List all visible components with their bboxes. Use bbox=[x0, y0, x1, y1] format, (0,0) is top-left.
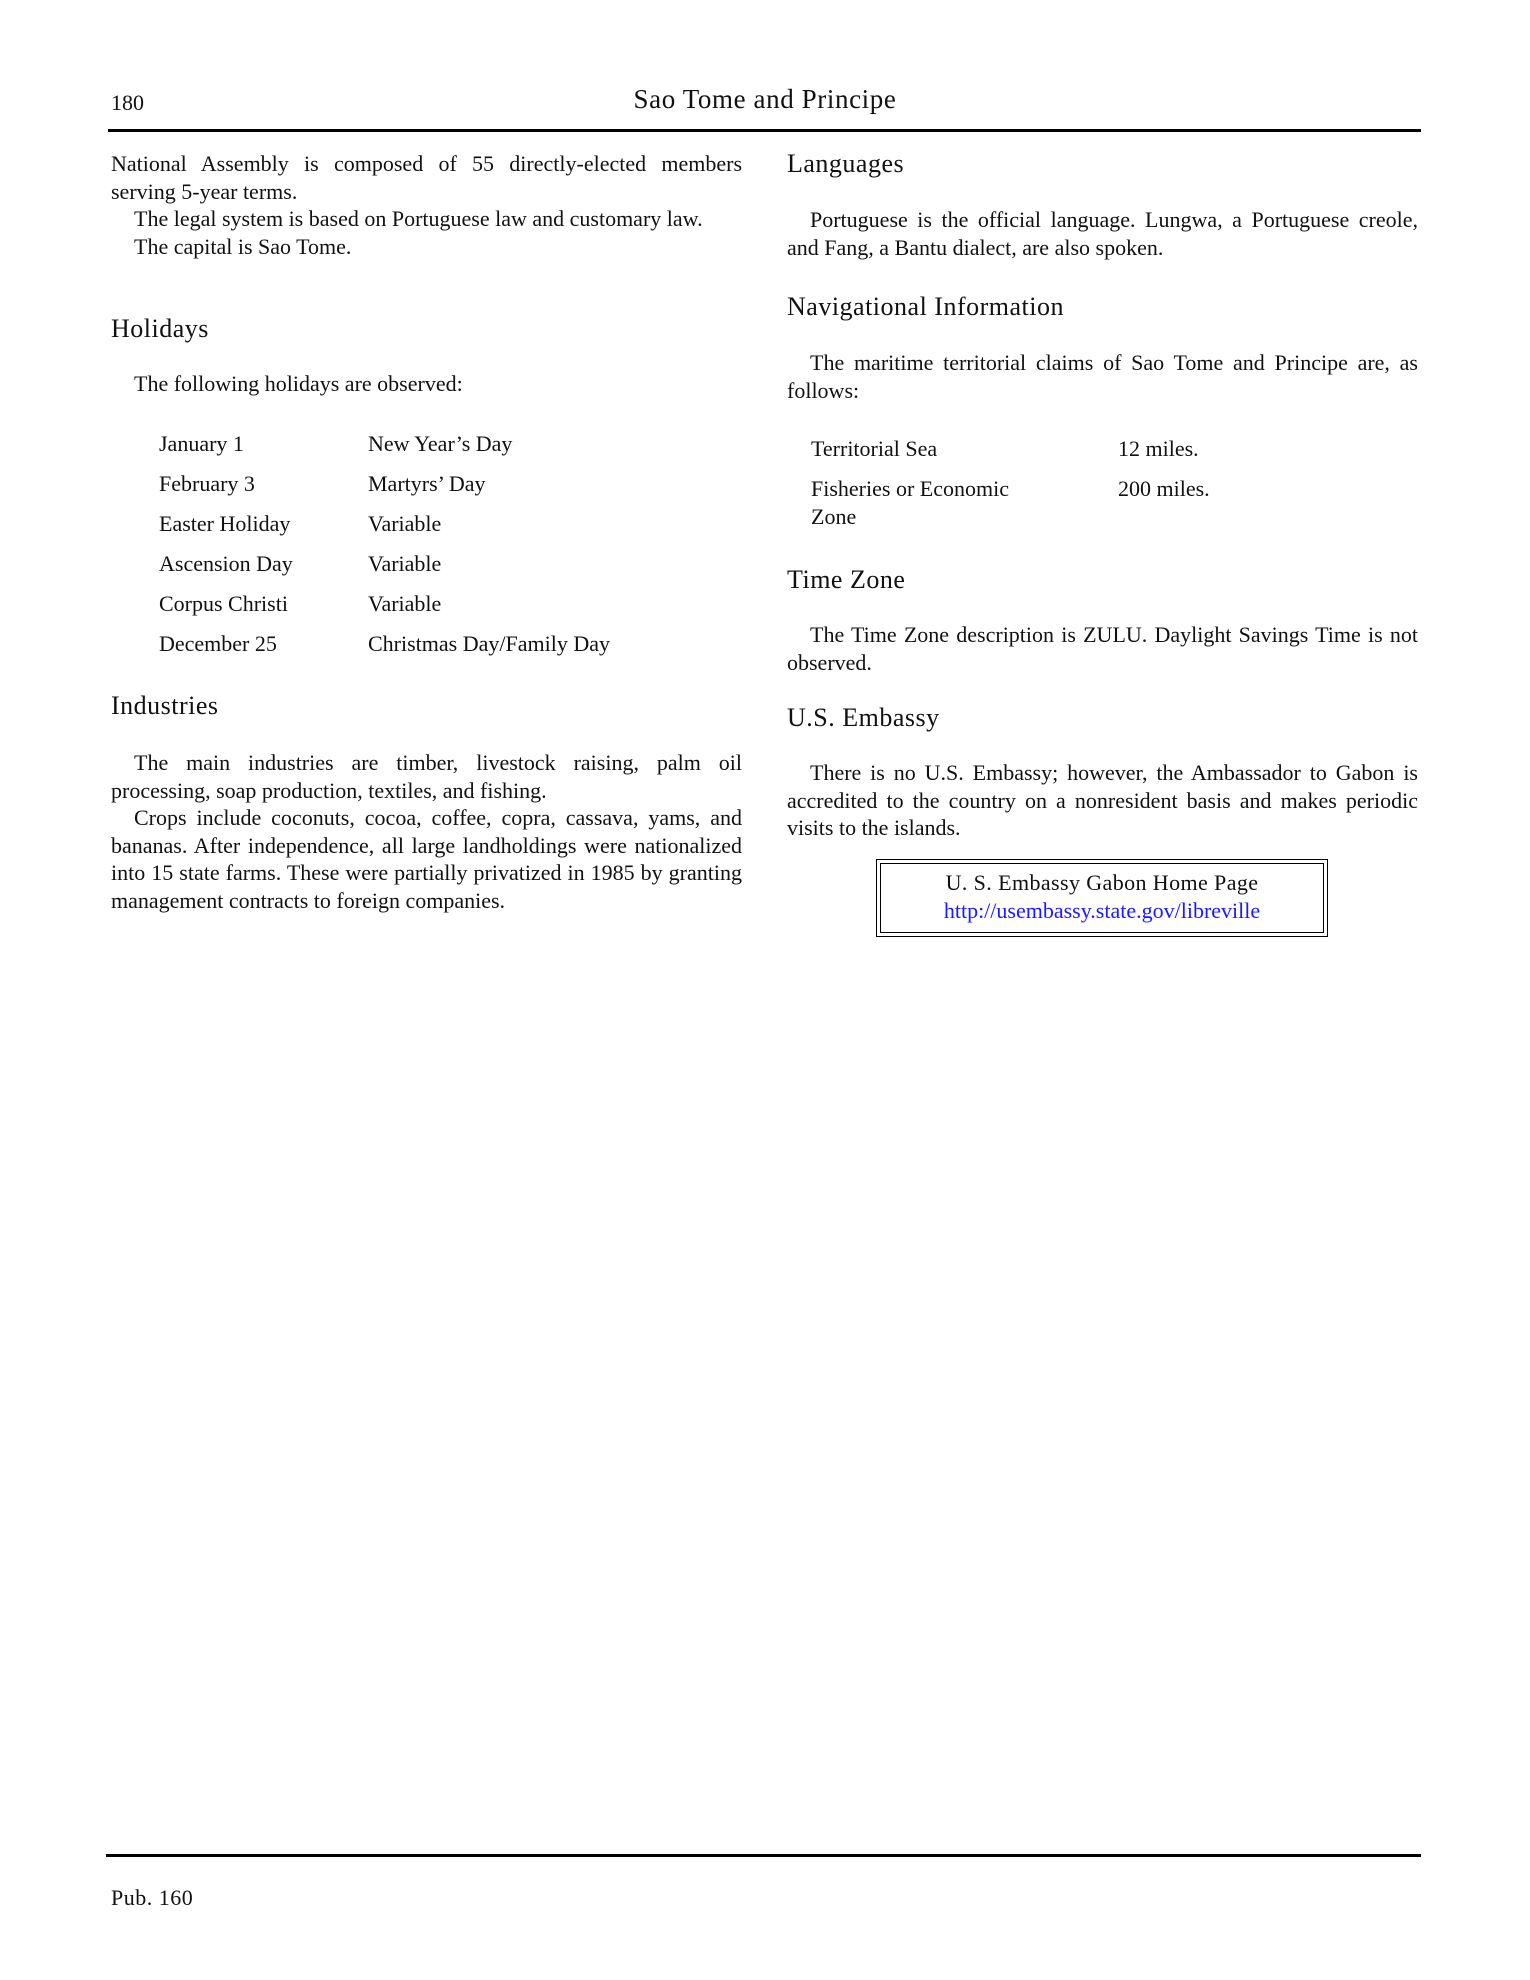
embassy-text: There is no U.S. Embassy; however, the Ambassador to Gabon is accredited to the country on a nonresident basis and makes periodic visits to the islands. bbox=[787, 760, 1418, 841]
holiday-row bbox=[159, 470, 486, 498]
holiday-date: January 1 bbox=[159, 431, 244, 456]
claim-label: Fisheries or Economic Zone bbox=[811, 476, 1009, 529]
link-box bbox=[876, 859, 1328, 937]
holiday-name: New Year’s Day bbox=[368, 431, 513, 456]
link-box-inner bbox=[880, 863, 1324, 933]
holiday-name: Variable bbox=[368, 591, 442, 616]
timezone-heading: Time Zone bbox=[787, 565, 906, 594]
claim-row bbox=[811, 435, 1199, 463]
holiday-row bbox=[159, 550, 441, 578]
holidays-heading: Holidays bbox=[111, 314, 209, 343]
holiday-row bbox=[159, 430, 512, 458]
holiday-date: Ascension Day bbox=[159, 551, 293, 576]
header-rule bbox=[108, 129, 1421, 132]
holiday-date: Corpus Christi bbox=[159, 591, 288, 616]
timezone-text: The Time Zone description is ZULU. Daylight Savings Time is not observed. bbox=[787, 622, 1418, 675]
languages-text: Portuguese is the official language. Lungwa, a Portuguese creole, and Fang, a Bantu dialect, are also spoken. bbox=[787, 207, 1418, 260]
nav-intro: The maritime territorial claims of Sao Tome and Principe are, as follows: bbox=[787, 350, 1418, 403]
holiday-name: Variable bbox=[368, 511, 442, 536]
paragraph: National Assembly is composed of 55 directly-elected members serving 5-year terms. bbox=[111, 151, 742, 204]
industries-heading: Industries bbox=[111, 691, 219, 720]
footer-rule bbox=[106, 1854, 1421, 1857]
languages-heading: Languages bbox=[787, 149, 905, 178]
holiday-date: February 3 bbox=[159, 471, 255, 496]
holiday-date: December 25 bbox=[159, 631, 277, 656]
publication-number: Pub. 160 bbox=[111, 1885, 194, 1910]
nav-heading: Navigational Information bbox=[787, 292, 1064, 321]
paragraph: The capital is Sao Tome. bbox=[134, 233, 352, 259]
claim-value: 200 miles. bbox=[1118, 476, 1210, 501]
industries-text bbox=[111, 749, 742, 915]
holiday-row bbox=[159, 630, 610, 658]
embassy-link[interactable]: http://usembassy.state.gov/libreville bbox=[943, 897, 1261, 923]
holiday-name: Christmas Day/Family Day bbox=[368, 631, 610, 656]
claim-row bbox=[811, 475, 1210, 530]
holiday-name: Variable bbox=[368, 551, 442, 576]
running-title: Sao Tome and Principe bbox=[633, 84, 897, 114]
holiday-row bbox=[159, 590, 441, 618]
holiday-row bbox=[159, 510, 441, 538]
holidays-intro: The following holidays are observed: bbox=[134, 371, 463, 396]
page-number: 180 bbox=[111, 90, 144, 115]
embassy-heading: U.S. Embassy bbox=[787, 703, 940, 732]
paragraph: The legal system is based on Portuguese law and customary law. bbox=[134, 206, 703, 232]
holiday-date: Easter Holiday bbox=[159, 511, 291, 536]
holiday-name: Martyrs’ Day bbox=[368, 471, 486, 496]
claim-value: 12 miles. bbox=[1118, 436, 1199, 461]
claim-label: Territorial Sea bbox=[811, 436, 938, 461]
paragraph: The main industries are timber, livestock raising, palm oil processing, soap production, textiles, and fishing. bbox=[111, 750, 742, 803]
link-title: U. S. Embassy Gabon Home Page bbox=[945, 870, 1259, 895]
intro-text bbox=[111, 150, 742, 260]
paragraph: Crops include coconuts, cocoa, coffee, copra, cassava, yams, and bananas. After independence, all large landholdings were nationalized into 15 state farms. These were partially privatized in 1985 by granting management contracts to foreign companies. bbox=[111, 805, 742, 913]
